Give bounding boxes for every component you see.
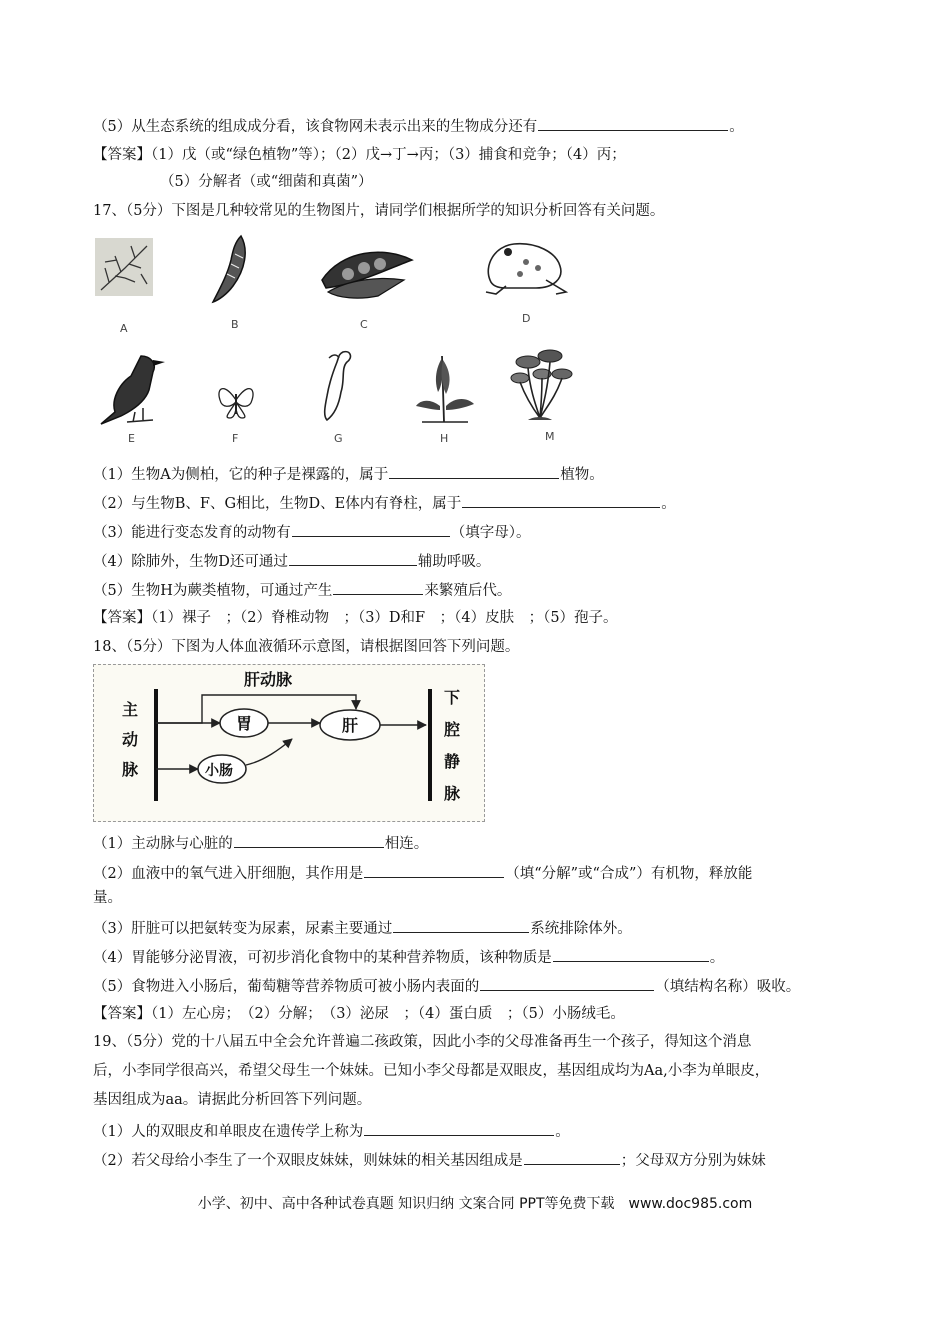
answer-blank[interactable]: [389, 463, 559, 479]
q17-part2: （2）与生物B、F、G相比，生物D、E体内有脊柱，属于 。: [93, 492, 676, 514]
q18-part4: （4）胃能够分泌胃液，可初步消化食物中的某种营养物质，该种物质是 。: [93, 946, 724, 968]
liver-label: 肝: [342, 716, 359, 735]
q19-line3: 基因组成为aa。请据此分析回答下列问题。: [93, 1092, 372, 1108]
butterfly-image: [214, 378, 258, 422]
answer-blank[interactable]: [333, 579, 423, 595]
answer-blank[interactable]: [292, 521, 450, 537]
fern-image: [412, 346, 478, 426]
hepatic-artery-label: 肝动脉: [244, 670, 293, 689]
answer-blank[interactable]: [524, 1149, 620, 1165]
label-M: M: [545, 430, 555, 443]
label-B: B: [231, 318, 239, 331]
label-G: G: [334, 432, 343, 445]
arborvitae-image: [95, 238, 153, 296]
answer-blank[interactable]: [462, 492, 660, 508]
q17-title: 17、（5分）下图是几种较常见的生物图片，请同学们根据所学的知识分析回答有关问题。: [93, 203, 665, 219]
q18-part3: （3）肝脏可以把氨转变为尿素，尿素主要通过 系统排除体外。: [93, 917, 632, 939]
q16-answer-line2: （5）分解者（或“细菌和真菌”）: [160, 174, 373, 190]
q19-line2: 后，小李同学很高兴，希望父母生一个妹妹。已知小李父母都是双眼皮，基因组成均为Aa,小李为单眼皮，: [93, 1063, 770, 1079]
aorta-char-2: 动: [122, 730, 139, 749]
q18-part2: （2）血液中的氧气进入肝细胞，其作用是 （填“分解”或“合成”）有机物，释放能: [93, 862, 752, 884]
label-A: A: [120, 322, 128, 335]
q18-part2-cont: 量。: [93, 890, 122, 906]
q19-line1: 19、（5分）党的十八届五中全会允许普遍二孩政策，因此小李的父母准备再生一个孩子，得知这个消息: [93, 1034, 752, 1050]
answer-blank[interactable]: [364, 862, 504, 878]
mushroom-image: [506, 346, 576, 426]
aorta-char-3: 脉: [122, 760, 139, 779]
answer-blank[interactable]: [480, 975, 654, 991]
label-C: C: [360, 318, 368, 331]
q19-part2: （2）若父母给小李生了一个双眼皮妹妹，则妹妹的相关基因组成是 ；父母双方分别为妹妹: [93, 1149, 766, 1171]
bird-image: [97, 350, 169, 426]
page-footer: 小学、初中、高中各种试卷真题 知识归纳 文案合同 PPT等免费下载 www.doc985.com: [197, 1196, 753, 1212]
vena-char-1: 下: [444, 688, 461, 707]
q18-answer: 【答案】（1）左心房； （2）分解； （3）泌尿 ；（4）蛋白质 ；（5）小肠绒毛。: [93, 1006, 625, 1022]
stomach-label: 胃: [236, 714, 253, 733]
answer-blank[interactable]: [538, 115, 728, 131]
q17-part4: （4）除肺外，生物D还可通过 辅助呼吸。: [93, 550, 490, 572]
q18-part5: （5）食物进入小肠后，葡萄糖等营养物质可被小肠内表面的 （填结构名称）吸收。: [93, 975, 800, 997]
q17-part5: （5）生物H为蕨类植物，可通过产生 来繁殖后代。: [93, 579, 511, 601]
q17-answer: 【答案】（1）裸子 ；（2）脊椎动物 ；（3）D和F ；（4）皮肤 ；（5）孢子。: [93, 610, 618, 626]
q19-part1: （1）人的双眼皮和单眼皮在遗传学上称为 。: [93, 1120, 570, 1142]
answer-blank[interactable]: [364, 1120, 554, 1136]
vena-char-4: 脉: [444, 784, 461, 803]
answer-blank[interactable]: [393, 917, 529, 933]
pea-pod-image: [318, 240, 416, 306]
answer-blank[interactable]: [234, 832, 384, 848]
vena-char-2: 腔: [444, 720, 461, 739]
label-H: H: [440, 432, 449, 445]
q17-part1: （1）生物A为侧柏，它的种子是裸露的，属于 植物。: [93, 463, 604, 485]
leech-image: [313, 346, 357, 424]
blood-circulation-diagram: [93, 664, 485, 822]
q16-answer-line1: 【答案】（1）戊（或“绿色植物”等）；（2）戊→丁→丙；（3）捕食和竞争；（4）丙；: [93, 147, 626, 163]
q18-title: 18、（5分）下图为人体血液循环示意图，请根据图回答下列问题。: [93, 639, 520, 655]
q18-part1: （1）主动脉与心脏的 相连。: [93, 832, 428, 854]
answer-blank[interactable]: [553, 946, 709, 962]
frog-image: [476, 236, 574, 298]
answer-blank[interactable]: [289, 550, 417, 566]
aorta-char-1: 主: [122, 700, 139, 719]
small-intestine-label: 小肠: [205, 763, 233, 779]
vena-char-3: 静: [444, 752, 461, 771]
q16-part5: （5）从生态系统的组成成分看，该食物网未表示出来的生物成分还有 。: [93, 115, 744, 137]
q17-part3: （3）能进行变态发育的动物有 （填字母）。: [93, 521, 530, 543]
label-F: F: [232, 432, 239, 445]
label-D: D: [522, 312, 531, 325]
label-E: E: [128, 432, 135, 445]
earthworm-image: [205, 230, 255, 308]
